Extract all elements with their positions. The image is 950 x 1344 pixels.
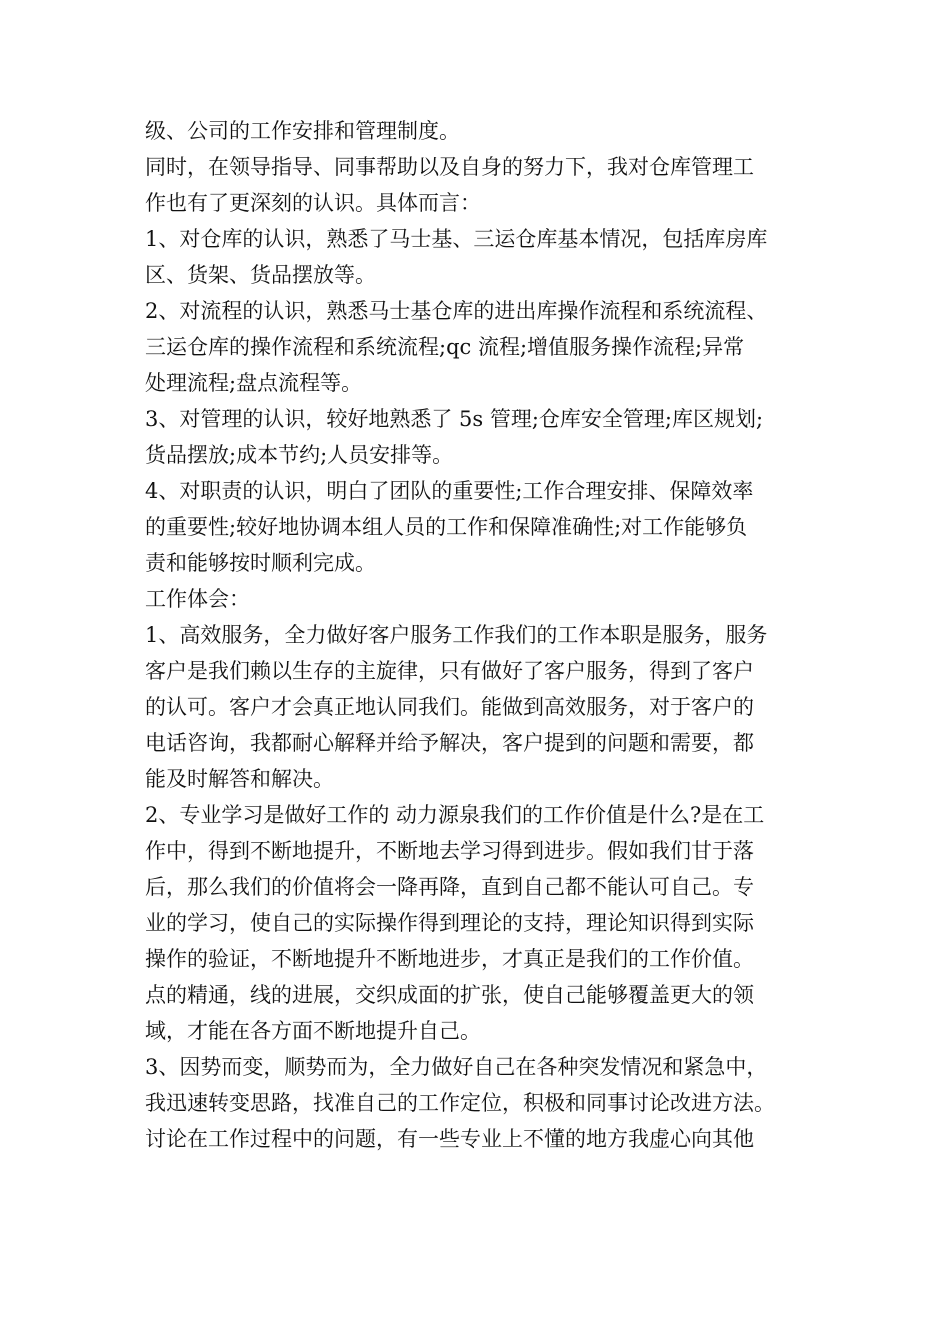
text-line: 处理流程;盘点流程等。	[145, 371, 363, 395]
text-line: 作也有了更深刻的认识。具体而言：	[145, 191, 481, 215]
text-line: 4、对职责的认识，明白了团队的重要性;工作合理安排、保障效率	[145, 479, 754, 503]
text-line: 3、因势而变，顺势而为，全力做好自己在各种突发情况和紧急中，	[145, 1055, 768, 1079]
text-line: 3、对管理的认识，较好地熟悉了 5s 管理;仓库安全管理;库区规划;	[145, 407, 764, 431]
text-line: 电话咨询，我都耐心解释并给予解决，客户提到的问题和需要，都	[145, 731, 754, 755]
text-line: 点的精通，线的进展，交织成面的扩张，使自己能够覆盖更大的领	[145, 983, 754, 1007]
text-line: 能及时解答和解决。	[145, 767, 334, 791]
text-line: 三运仓库的操作流程和系统流程;qc 流程;增值服务操作流程;异常	[145, 335, 745, 359]
text-line: 的认可。客户才会真正地认同我们。能做到高效服务，对于客户的	[145, 695, 754, 719]
text-line: 我迅速转变思路，找准自己的工作定位，积极和同事讨论改进方法。	[145, 1091, 775, 1115]
text-line: 域，才能在各方面不断地提升自己。	[145, 1019, 481, 1043]
text-line: 货品摆放;成本节约;人员安排等。	[145, 443, 454, 467]
text-line: 讨论在工作过程中的问题，有一些专业上不懂的地方我虚心向其他	[145, 1127, 754, 1151]
text-line: 业的学习，使自己的实际操作得到理论的支持，理论知识得到实际	[145, 911, 754, 935]
text-line: 1、高效服务，全力做好客户服务工作我们的工作本职是服务，服务	[145, 623, 768, 647]
text-line: 1、对仓库的认识，熟悉了马士基、三运仓库基本情况，包括库房库	[145, 227, 768, 251]
text-line: 后，那么我们的价值将会一降再降，直到自己都不能认可自己。专	[145, 875, 754, 899]
text-line: 区、货架、货品摆放等。	[145, 263, 376, 287]
document-body	[145, 113, 825, 1157]
text-line: 2、对流程的认识，熟悉马士基仓库的进出库操作流程和系统流程、	[145, 299, 768, 323]
text-line: 工作体会：	[145, 587, 250, 611]
text-line: 作中，得到不断地提升，不断地去学习得到进步。假如我们甘于落	[145, 839, 754, 863]
text-line: 级、公司的工作安排和管理制度。	[145, 119, 460, 143]
text-line: 客户是我们赖以生存的主旋律，只有做好了客户服务，得到了客户	[145, 659, 754, 683]
text-line: 2、专业学习是做好工作的 动力源泉我们的工作价值是什么?是在工	[145, 803, 765, 827]
text-line: 操作的验证，不断地提升不断地进步，才真正是我们的工作价值。	[145, 947, 754, 971]
text-line: 的重要性;较好地协调本组人员的工作和保障准确性;对工作能够负	[145, 515, 748, 539]
text-line: 责和能够按时顺利完成。	[145, 551, 376, 575]
text-line: 同时，在领导指导、同事帮助以及自身的努力下，我对仓库管理工	[145, 155, 754, 179]
